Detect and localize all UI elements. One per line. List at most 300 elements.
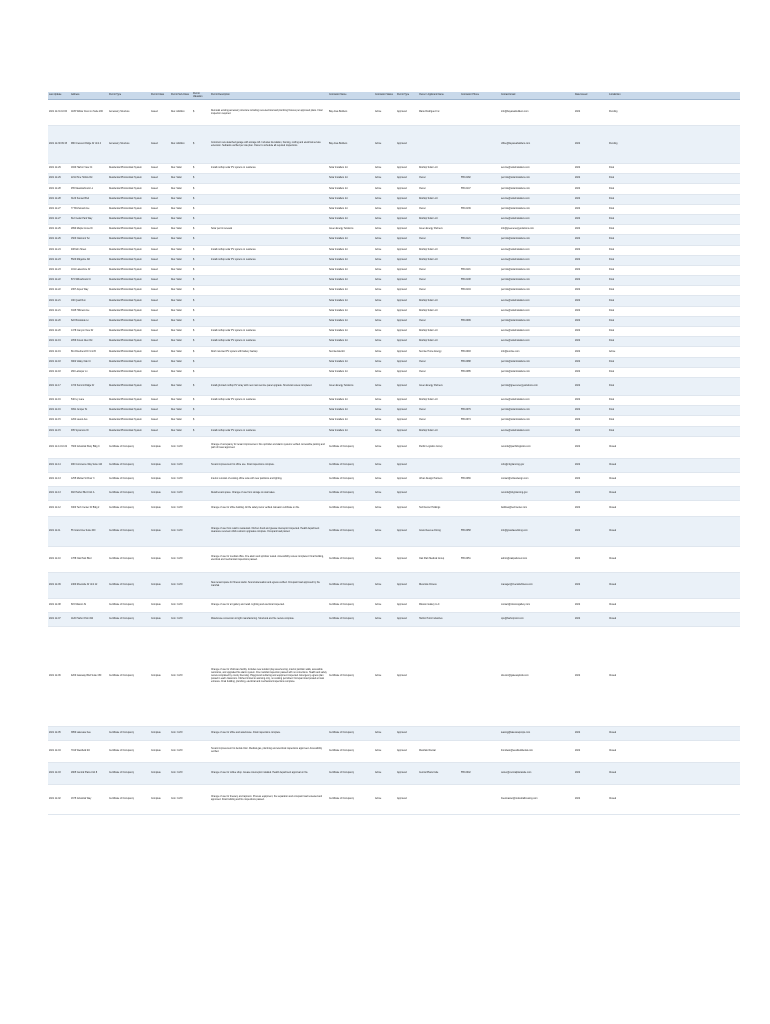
- column-header[interactable]: Permit Sub-Class: [170, 92, 192, 100]
- table-cell: Rooftop Solar LLC: [419, 330, 438, 333]
- table-cell: Owner: [419, 187, 426, 190]
- table-cell: Res: Solar: [171, 330, 182, 333]
- table-cell: Active: [375, 309, 382, 312]
- table-cell: Res: Solar: [171, 370, 182, 373]
- table-row[interactable]: [48, 214, 740, 224]
- table-cell: Change of use from retail to restaurant. Kitchen hood and grease interceptor inspected. Health department clearance received. ADA restroom upgrades complete. Occupant load posted.: [210, 516, 328, 546]
- table-row[interactable]: [48, 174, 740, 184]
- table-cell: Residential Photovoltaic System: [108, 337, 150, 347]
- table-cell: [460, 726, 500, 740]
- table-cell: Com: CofO: [171, 749, 183, 752]
- table-cell: $: [193, 309, 195, 312]
- table-cell: Pacific Logistics Group: [419, 445, 443, 448]
- table-row[interactable]: [48, 245, 740, 255]
- column-header[interactable]: Jurisdiction: [608, 92, 740, 100]
- table-cell: Issued: [151, 330, 158, 333]
- table-cell: Residential Photovoltaic System: [109, 187, 142, 190]
- table-cell: 2022: [575, 309, 581, 312]
- table-row[interactable]: [48, 100, 740, 126]
- table-cell: 2022: [575, 269, 581, 272]
- table-cell: Rooftop Solar LLC: [418, 255, 460, 265]
- table-cell: [460, 426, 500, 436]
- table-cell: Certificate of Occupancy: [328, 612, 374, 626]
- table-cell: 2021 12-06: [49, 674, 61, 677]
- table-cell: Issued: [150, 126, 170, 164]
- table-cell: Final: [608, 214, 740, 224]
- table-cell: Solar Installers Inc: [329, 167, 348, 170]
- table-row[interactable]: [48, 265, 740, 275]
- table-cell: Approved: [397, 269, 407, 272]
- table-cell: $: [193, 228, 195, 231]
- table-cell: 555-0074: [461, 419, 471, 422]
- table-cell: Retail tenant space. Change of use from storage to retail sales.: [210, 486, 328, 500]
- table-row[interactable]: [48, 572, 740, 598]
- table-cell: Res: Solar: [171, 350, 182, 353]
- table-cell: Com: CofO: [170, 572, 192, 598]
- table-cell: Approved: [396, 235, 418, 245]
- table-cell: 2021 12-15: [48, 426, 70, 436]
- table-cell: Solar Installers Inc: [329, 289, 348, 292]
- table-cell: 555-0066: [461, 477, 471, 480]
- table-cell: permits@solarinstallers.com: [500, 406, 574, 416]
- table-cell: Issued: [150, 194, 170, 204]
- table-cell: Approved: [397, 419, 407, 422]
- table-cell: Solar Installers Inc: [329, 419, 348, 422]
- table-cell: Green Energy Solutions: [329, 228, 354, 231]
- table-cell: $: [192, 174, 210, 184]
- table-cell: 555-0116: [461, 269, 471, 272]
- table-cell: Closed: [609, 749, 617, 752]
- table-cell: [418, 726, 460, 740]
- table-cell: Issued: [150, 377, 170, 395]
- table-row[interactable]: [48, 225, 740, 235]
- table-cell: Complete: [150, 762, 170, 784]
- table-cell: Certificate of Occupancy: [109, 603, 135, 606]
- table-cell: Warehouse conversion to light manufacturing. Structural and fire review complete.: [210, 612, 328, 626]
- table-cell: [460, 436, 500, 458]
- table-cell: 2022: [574, 377, 608, 395]
- table-cell: Final: [609, 187, 614, 190]
- table-cell: service@solarinstallers.com: [501, 167, 530, 170]
- table-cell: Rooftop Solar LLC: [419, 248, 438, 251]
- table-cell: Issued: [151, 309, 158, 312]
- table-cell: Certificate of Occupancy: [108, 458, 150, 472]
- table-cell: 555-0058: [460, 516, 500, 546]
- table-cell: 2211 Pine Hollow Rd: [70, 174, 108, 184]
- table-cell: Com: CofO: [170, 486, 192, 500]
- table-row[interactable]: [48, 416, 740, 426]
- table-cell: Active: [374, 126, 396, 164]
- table-cell: Closed: [609, 603, 617, 606]
- table-cell: Sunrise Electric: [329, 350, 345, 353]
- table-row[interactable]: [48, 546, 740, 572]
- table-cell: Active: [375, 248, 382, 251]
- table-cell: Approved: [396, 357, 418, 367]
- table-cell: 2022: [574, 458, 608, 472]
- table-cell: TechCenter Holdings: [419, 506, 441, 509]
- table-cell: service@solarinstallers.com: [500, 337, 574, 347]
- table-cell: 2460 Riverside Dr Unit 12: [70, 572, 108, 598]
- table-cell: Residential Photovoltaic System: [108, 174, 150, 184]
- table-cell: Com: CofO: [170, 458, 192, 472]
- table-cell: 7010 Westfield Rd: [71, 749, 90, 752]
- table-cell: Rooftop Solar LLC: [419, 399, 438, 402]
- table-cell: Approved: [397, 207, 407, 210]
- table-cell: brewmaster@industrialbrewing.com: [501, 797, 538, 800]
- table-cell: Active: [374, 357, 396, 367]
- table-cell: Certificate of Occupancy: [109, 506, 135, 509]
- table-cell: Approved: [397, 674, 407, 677]
- column-header[interactable]: Contractor Phone: [460, 92, 500, 100]
- table-cell: Riverside Fitness: [418, 572, 460, 598]
- table-cell: Install rooftop solar PV system on residence: [210, 426, 328, 436]
- table-cell: Approved: [397, 330, 407, 333]
- table-cell: [460, 126, 500, 164]
- table-cell: Active: [374, 337, 396, 347]
- column-header[interactable]: Permit Class: [150, 92, 170, 100]
- table-cell: 555-0121: [460, 235, 500, 245]
- table-row[interactable]: [48, 306, 740, 316]
- table-cell: Issued: [150, 276, 170, 286]
- table-cell: $: [193, 350, 195, 353]
- table-cell: 3120 Sunset Blvd: [70, 194, 108, 204]
- column-header[interactable]: Permit Description: [210, 92, 328, 100]
- table-cell: 408 Elm Street: [71, 248, 87, 251]
- table-cell: 2022: [575, 603, 581, 606]
- table-cell: Change of use for brewery and taproom. Process equipment, fire separation and occupant load reviewed and approved. Final building and fire inspections passed.: [211, 796, 323, 802]
- table-cell: Final: [609, 370, 614, 373]
- table-cell: 555-0147: [461, 187, 471, 190]
- table-cell: Residential Photovoltaic System: [109, 330, 142, 333]
- table-cell: Solar Installers Inc: [329, 399, 348, 402]
- table-cell: Active: [375, 330, 382, 333]
- table-cell: Final: [609, 248, 614, 251]
- table-cell: Issued: [151, 399, 158, 402]
- table-cell: $: [193, 111, 195, 114]
- table-cell: Rooftop Solar LLC: [418, 296, 460, 306]
- column-header[interactable]: Contact Email: [500, 92, 574, 100]
- table-cell: Approved: [397, 248, 407, 251]
- table-cell: Residential Photovoltaic System: [108, 214, 150, 224]
- table-cell: Oak Park Medical Group: [419, 557, 445, 560]
- table-body: [48, 100, 740, 815]
- table-cell: Res: Solar: [170, 406, 192, 416]
- table-cell: Mission Gallery LLC: [419, 603, 440, 606]
- table-cell: Roof mounted PV system with battery backup: [211, 350, 258, 353]
- table-cell: 2022: [575, 350, 581, 353]
- table-cell: Active: [374, 174, 396, 184]
- table-cell: permits@solarinstallers.com: [500, 174, 574, 184]
- column-header[interactable]: Permit Type: [108, 92, 150, 100]
- table-cell: Issued: [150, 357, 170, 367]
- table-cell: [460, 164, 500, 174]
- table-cell: Approved: [397, 797, 407, 800]
- table-row[interactable]: [48, 784, 740, 814]
- table-row[interactable]: [48, 406, 740, 416]
- table-cell: Res: Solar: [170, 276, 192, 286]
- table-row[interactable]: [48, 726, 740, 740]
- table-cell: 2021 12-26: [49, 228, 61, 231]
- table-cell: Solar Installers Inc: [329, 187, 348, 190]
- table-cell: Closed: [608, 516, 740, 546]
- column-header[interactable]: Date Issued: [574, 92, 608, 100]
- table-cell: 874 Willowbrook Ct: [70, 276, 108, 286]
- table-cell: Residential Photovoltaic System: [109, 419, 142, 422]
- table-cell: Approved: [396, 337, 418, 347]
- table-cell: [460, 296, 500, 306]
- table-cell: [192, 436, 210, 458]
- table-row[interactable]: [48, 296, 740, 306]
- table-cell: Tenant improvement for dental clinic. Medical gas, plumbing and electrical inspections approved. Accessibility verified.: [211, 748, 323, 754]
- table-cell: [460, 458, 500, 472]
- table-row[interactable]: [48, 164, 740, 174]
- table-cell: Res: Solar: [171, 289, 182, 292]
- table-cell: Residential Photovoltaic System: [109, 370, 142, 373]
- table-cell: Complete: [150, 458, 170, 472]
- table-cell: Certificate of Occupancy: [108, 762, 150, 784]
- table-cell: Active: [375, 399, 382, 402]
- table-cell: Active: [375, 419, 382, 422]
- table-row[interactable]: [48, 204, 740, 214]
- column-header[interactable]: Last Update: [48, 92, 70, 100]
- table-cell: Owner: [418, 357, 460, 367]
- table-cell: Accessory Structure: [108, 126, 150, 164]
- table-cell: Solar Installers Inc: [329, 269, 348, 272]
- table-cell: Active: [375, 370, 382, 373]
- table-cell: 2021 12-12: [49, 506, 61, 509]
- table-cell: 2021 12-22: [48, 276, 70, 286]
- table-cell: Active: [374, 235, 396, 245]
- column-header[interactable]: Address: [70, 92, 108, 100]
- table-cell: Certificate of Occupancy: [108, 612, 150, 626]
- table-cell: Solar Installers Inc: [328, 296, 374, 306]
- table-cell: 2021 12-29: [48, 174, 70, 184]
- table-cell: Residential Photovoltaic System: [109, 248, 142, 251]
- table-cell: 4200 Gateway Blvd Suite 150: [71, 674, 102, 677]
- table-cell: contact@urbandesign.com: [501, 477, 529, 480]
- table-cell: Active: [375, 674, 382, 677]
- table-cell: Certificate of Occupancy: [329, 477, 355, 480]
- table-cell: Approved: [396, 406, 418, 416]
- table-cell: Bay Area Builders: [328, 126, 374, 164]
- table-cell: Approved: [397, 289, 407, 292]
- table-cell: $: [192, 337, 210, 347]
- table-cell: Res: Solar: [170, 194, 192, 204]
- table-cell: Active: [374, 486, 396, 500]
- table-cell: Approved: [396, 194, 418, 204]
- table-cell: Active: [375, 167, 382, 170]
- table-cell: [418, 126, 460, 164]
- table-cell: [460, 245, 500, 255]
- table-cell: 455 Meadowbrook Ln: [71, 187, 94, 190]
- table-row[interactable]: [48, 126, 740, 164]
- table-cell: 555-0042: [460, 762, 500, 784]
- table-row[interactable]: [48, 516, 740, 546]
- table-row[interactable]: [48, 357, 740, 367]
- table-cell: 555-0104: [461, 289, 471, 292]
- table-cell: [460, 194, 500, 204]
- table-cell: Final: [609, 330, 614, 333]
- table-cell: service@solarinstallers.com: [500, 426, 574, 436]
- table-cell: 3091 Juniper St: [70, 406, 108, 416]
- table-cell: Res: Solar: [170, 377, 192, 395]
- column-header[interactable]: Contractor Name: [328, 92, 374, 100]
- table-cell: Final: [608, 296, 740, 306]
- table-row[interactable]: [48, 426, 740, 436]
- table-cell: Issued: [150, 174, 170, 184]
- table-row[interactable]: [48, 395, 740, 405]
- table-cell: Interior remodel of existing office suite with new partitions and lighting.: [211, 477, 283, 480]
- table-row[interactable]: [48, 486, 740, 500]
- table-cell: 2021 12-23: [48, 255, 70, 265]
- table-row[interactable]: [48, 194, 740, 204]
- table-cell: Issued: [151, 289, 158, 292]
- table-cell: [210, 296, 328, 306]
- table-cell: [460, 225, 500, 235]
- table-cell: Final: [608, 426, 740, 436]
- table-cell: [460, 598, 500, 612]
- table-cell: Remodel existing accessory structure including new electrical and plumbing fixtures per approved plans. Final inspection required.: [211, 109, 323, 115]
- column-header[interactable]: Permit Valuation: [192, 92, 210, 100]
- table-row[interactable]: [48, 472, 740, 486]
- table-cell: [210, 416, 328, 426]
- table-cell: 2021 12-21: [49, 309, 61, 312]
- table-cell: director@gatewaykids.com: [501, 674, 529, 677]
- table-cell: 2022: [575, 445, 581, 448]
- table-cell: Tenant improvement for office use. Final inspections complete.: [210, 458, 328, 472]
- table-cell: 902 Harbor Blvd Unit A: [70, 486, 108, 500]
- table-cell: [460, 100, 500, 126]
- table-row[interactable]: [48, 436, 740, 458]
- table-cell: Approved: [396, 214, 418, 224]
- table-cell: Active: [374, 762, 396, 784]
- table-row[interactable]: [48, 235, 740, 245]
- table-cell: 2022: [575, 248, 581, 251]
- table-cell: Res: Solar: [171, 399, 182, 402]
- table-cell: Active: [374, 296, 396, 306]
- column-header[interactable]: Permit Type: [396, 92, 418, 100]
- table-cell: Solar Installers Inc: [328, 337, 374, 347]
- table-row[interactable]: [48, 327, 740, 337]
- table-cell: [192, 598, 210, 612]
- table-cell: 3300 Tech Center Dr Bldg 2: [71, 506, 100, 509]
- table-cell: $: [193, 330, 195, 333]
- table-row[interactable]: [48, 740, 740, 762]
- table-cell: $: [193, 248, 195, 251]
- table-row[interactable]: [48, 286, 740, 296]
- table-cell: Approved: [397, 370, 407, 373]
- table-cell: Res: Solar: [171, 248, 182, 251]
- table-cell: Certificate of Occupancy: [329, 674, 355, 677]
- table-cell: service@solarinstallers.com: [501, 330, 530, 333]
- table-cell: 7600 Industrial Pkwy Bldg C: [71, 445, 100, 448]
- table-row[interactable]: [48, 337, 740, 347]
- table-cell: 2021 12-31 10:00: [49, 111, 68, 114]
- table-cell: Install rooftop solar PV system on residence: [210, 255, 328, 265]
- table-cell: permits@solarinstallers.com: [501, 289, 530, 292]
- table-cell: Certificate of Occupancy: [328, 726, 374, 740]
- table-row[interactable]: [48, 612, 740, 626]
- table-cell: Active: [375, 557, 382, 560]
- table-row[interactable]: [48, 598, 740, 612]
- table-cell: [460, 572, 500, 598]
- table-cell: Active: [375, 477, 382, 480]
- table-cell: 2022: [575, 506, 581, 509]
- table-cell: Install grid-tied rooftop PV array with new main service panel upgrade. Structural review completed.: [210, 377, 328, 395]
- table-cell: Certificate of Occupancy: [109, 445, 135, 448]
- table-cell: Active: [374, 516, 396, 546]
- table-cell: Residential Photovoltaic System: [108, 406, 150, 416]
- table-cell: Approved: [396, 426, 418, 436]
- column-header[interactable]: Contractor Status: [374, 92, 396, 100]
- column-header[interactable]: Owner / Applicant Name: [418, 92, 460, 100]
- table-cell: Solar Installers Inc: [329, 207, 348, 210]
- table-cell: Change of use for office building. All life safety items verified. Elevator certificate on file.: [211, 506, 300, 509]
- table-cell: Certificate of Occupancy: [109, 674, 135, 677]
- header-row: [48, 92, 740, 100]
- table-cell: office@bayareabuilders.com: [500, 126, 574, 164]
- table-cell: Solar Installers Inc: [329, 248, 348, 251]
- table-cell: Certificate of Occupancy: [109, 477, 135, 480]
- table-cell: Change of use for coffee shop. Grease interceptor installed. Health department approval on file.: [210, 762, 328, 784]
- table-cell: Active: [375, 228, 382, 231]
- table-cell: Issued: [151, 248, 158, 251]
- table-row[interactable]: [48, 367, 740, 377]
- table-row[interactable]: [48, 377, 740, 395]
- table-cell: Res: Solar: [171, 187, 182, 190]
- table-cell: Com: CofO: [171, 445, 183, 448]
- table-cell: 2021 12-28: [49, 187, 61, 190]
- table-cell: Rooftop Solar LLC: [419, 309, 438, 312]
- table-cell: Solar Installers Inc: [328, 426, 374, 436]
- table-cell: 2021 12-02: [49, 797, 61, 800]
- table-row[interactable]: [48, 626, 740, 726]
- table-cell: Certificate of Occupancy: [329, 749, 355, 752]
- table-cell: [460, 740, 500, 762]
- table-cell: 2021 12-21: [48, 296, 70, 306]
- table-row[interactable]: [48, 184, 740, 194]
- table-row[interactable]: [48, 347, 740, 357]
- table-cell: $: [192, 296, 210, 306]
- table-cell: Approved: [396, 458, 418, 472]
- table-cell: Certificate of Occupancy: [328, 516, 374, 546]
- table-cell: $: [192, 126, 210, 164]
- table-row[interactable]: [48, 255, 740, 265]
- table-cell: Approved: [397, 167, 407, 170]
- table-cell: 3850 Lakeview Ave: [70, 726, 108, 740]
- table-cell: Res: Solar: [170, 337, 192, 347]
- table-cell: 2022: [575, 187, 581, 190]
- table-cell: Closed: [608, 572, 740, 598]
- table-row[interactable]: [48, 316, 740, 326]
- table-row[interactable]: [48, 276, 740, 286]
- table-cell: Complete: [151, 557, 161, 560]
- table-cell: Pending: [608, 126, 740, 164]
- table-cell: Res: Solar: [170, 316, 192, 326]
- table-row[interactable]: [48, 500, 740, 516]
- table-cell: 2022: [575, 111, 581, 114]
- table-cell: 2021 12-07: [48, 612, 70, 626]
- table-cell: Marie Rodriguez Inc: [419, 111, 440, 114]
- table-cell: permits@solarinstallers.com: [501, 370, 530, 373]
- table-row[interactable]: [48, 762, 740, 784]
- table-cell: $: [192, 255, 210, 265]
- table-cell: Com: CofO: [171, 477, 183, 480]
- table-row[interactable]: [48, 458, 740, 472]
- table-cell: 2021 12-09: [48, 572, 70, 598]
- table-cell: Approved: [396, 726, 418, 740]
- table-cell: Final: [608, 406, 740, 416]
